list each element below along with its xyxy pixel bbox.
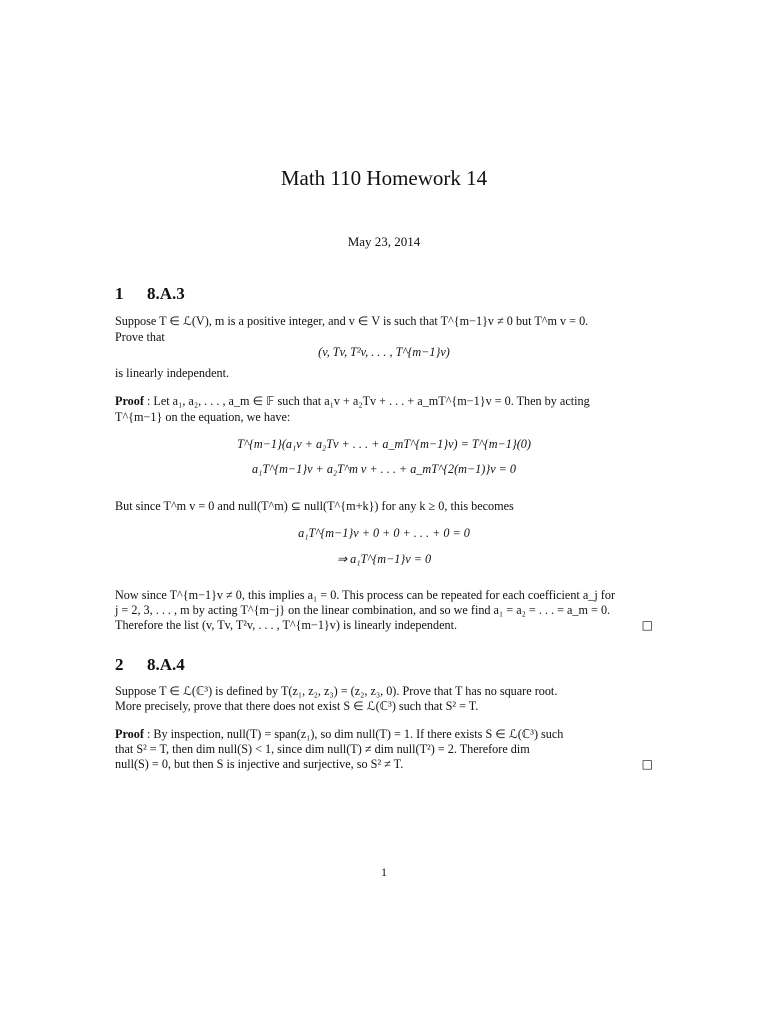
proof-line: But since T^m v = 0 and null(T^m) ⊆ null(T^{m+k}) for any k ≥ 0, this becomes	[115, 499, 514, 513]
proof-text: : By inspection, null(T) = span(z₁), so dim null(T) = 1. If there exists S ∈ ℒ(ℂ³) such	[143, 727, 564, 741]
proof-line: T^{m−1} on the equation, we have:	[115, 410, 291, 424]
problem-text-line: More precisely, prove that there does not exist S ∈ ℒ(ℂ³) such that S² = T.	[115, 699, 479, 713]
proof-equation: a₁T^{m−1}v + a₂T^m v + . . . + a_mT^{2(m−1)}v = 0	[251, 462, 517, 476]
section-number: 1	[115, 284, 124, 303]
section-heading-1	[115, 284, 185, 304]
qed-symbol: □	[641, 757, 653, 771]
proof-line	[115, 727, 653, 743]
proof-equation: ⇒ a₁T^{m−1}v = 0	[336, 552, 432, 566]
section-number: 2	[115, 655, 124, 674]
problem-text-line: Prove that	[115, 330, 165, 344]
page-number: 1	[381, 865, 387, 879]
proof-label: Proof	[115, 727, 144, 741]
document-title: Math 110 Homework 14	[280, 166, 488, 190]
section-title: 8.A.4	[147, 655, 185, 674]
qed-symbol: □	[641, 618, 653, 632]
proof-line: that S² = T, then dim null(S) < 1, since dim null(T) ≠ dim null(T²) = 2. Therefore dim	[115, 742, 530, 756]
section-heading-2	[115, 655, 185, 675]
problem-text-line: Suppose T ∈ ℒ(V), m is a positive integer, and v ∈ V is such that T^{m−1}v ≠ 0 but T^m v = 0.	[115, 314, 589, 328]
proof-equation: T^{m−1}(a₁v + a₂Tv + . . . + a_mT^{m−1}v) = T^{m−1}(0)	[237, 437, 531, 451]
problem-equation: (v, Tv, T²v, . . . , T^{m−1}v)	[318, 345, 450, 359]
proof-line: j = 2, 3, . . . , m by acting T^{m−j} on the linear combination, and so we find a₁ = a₂ = . . . = a_m = 0.	[115, 603, 611, 617]
proof-equation: a₁T^{m−1}v + 0 + 0 + . . . + 0 = 0	[298, 526, 470, 540]
proof-line	[115, 394, 653, 410]
document-date: May 23, 2014	[347, 234, 421, 249]
section-title: 8.A.3	[147, 284, 185, 303]
problem-text-line: Suppose T ∈ ℒ(ℂ³) is defined by T(z₁, z₂, z₃) = (z₂, z₃, 0). Prove that T has no square root.	[115, 684, 558, 698]
proof-text: : Let a₁, a₂, . . . , a_m ∈ 𝔽 such that a₁v + a₂Tv + . . . + a_mT^{m−1}v = 0. Then by acting	[143, 394, 590, 408]
proof-line: null(S) = 0, but then S is injective and surjective, so S² ≠ T.	[115, 757, 404, 771]
proof-label: Proof	[115, 394, 144, 408]
proof-line: Now since T^{m−1}v ≠ 0, this implies a₁ = 0. This process can be repeated for each coefficient a_j for	[115, 588, 616, 602]
proof-line: Therefore the list (v, Tv, T²v, . . . , T^{m−1}v) is linearly independent.	[115, 618, 458, 632]
problem-text-line: is linearly independent.	[115, 366, 230, 380]
